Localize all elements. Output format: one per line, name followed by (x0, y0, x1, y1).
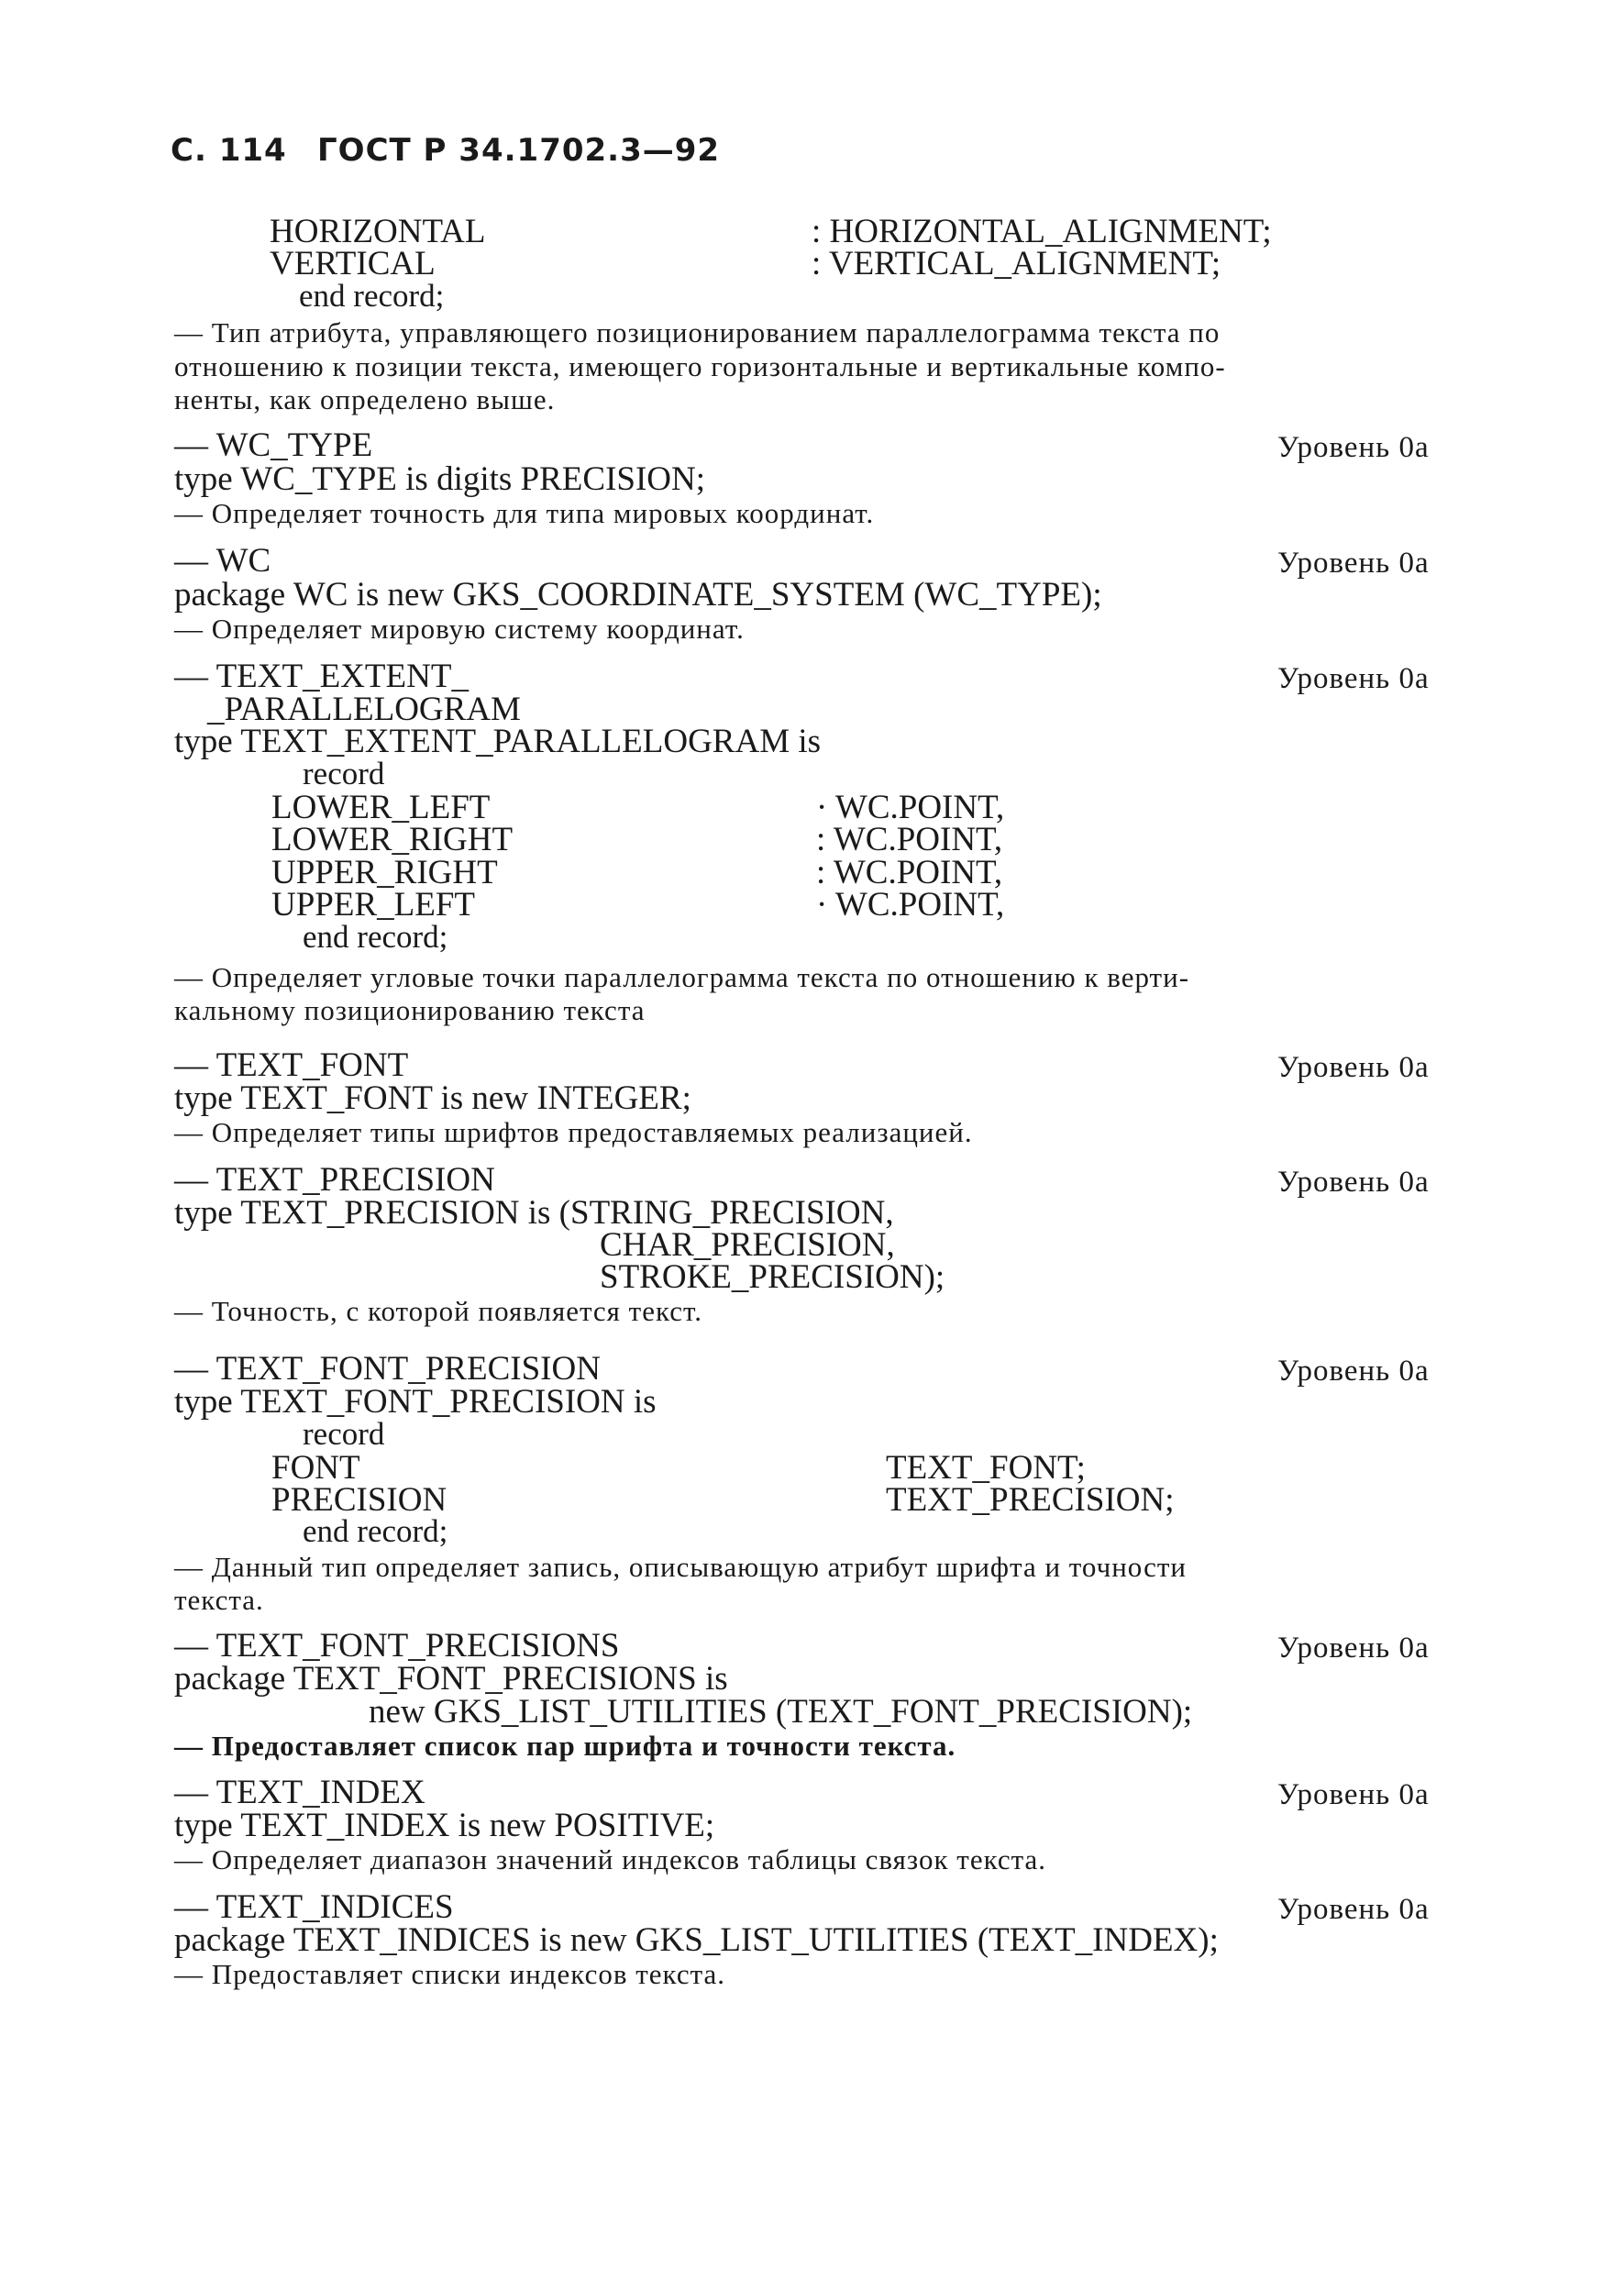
description-line: ненты, как определено выше. (174, 383, 556, 415)
entry-title: — TEXT_PRECISION (174, 1161, 495, 1199)
record-field: UPPER_LEFT (271, 886, 476, 924)
entry-title: — TEXT_FONT (174, 1046, 409, 1084)
entry-title: — TEXT_INDICES (174, 1888, 454, 1926)
record-field: LOWER_LEFT (271, 789, 491, 826)
record-field-type: : WC.POINT, (816, 821, 1003, 858)
record-end: end record; (303, 919, 448, 955)
code-line: type TEXT_INDEX is new POSITIVE; (174, 1807, 715, 1844)
description-line: — Данный тип определяет запись, описывающую атрибут шрифта и точности (174, 1551, 1187, 1583)
record-end: end record; (299, 278, 445, 314)
code-line: STROKE_PRECISION); (600, 1258, 945, 1296)
record-field: VERTICAL (270, 245, 436, 282)
level-label: Уровень 0а (1277, 1355, 1430, 1388)
page-number: С. 114 (171, 132, 287, 169)
entry-title: — TEXT_FONT_PRECISION (174, 1350, 601, 1388)
record-field: UPPER_RIGHT (271, 854, 498, 891)
record-field-type: TEXT_FONT; (886, 1449, 1086, 1487)
record-field: LOWER_RIGHT (271, 821, 514, 858)
code-line: package TEXT_INDICES is new GKS_LIST_UTILITIES (TEXT_INDEX); (174, 1921, 1219, 1959)
record-field-type: · WC.POINT, (816, 789, 1005, 826)
entry-title: — TEXT_INDEX (174, 1774, 425, 1811)
record-end: end record; (303, 1513, 448, 1549)
description-line: — Определяет точность для типа мировых координат. (174, 497, 875, 529)
record-field-type: : WC.POINT, (816, 854, 1003, 891)
level-label: Уровень 0а (1277, 431, 1430, 464)
description-line: — Предоставляет список пар шрифта и точности текста. (174, 1730, 956, 1762)
code-line: package WC is new GKS_COORDINATE_SYSTEM (WC_TYPE); (174, 576, 1102, 614)
code-line: type TEXT_PRECISION is (STRING_PRECISION, (174, 1194, 894, 1232)
code-line: type TEXT_FONT_PRECISION is (174, 1383, 657, 1421)
entry-title: — WC (174, 542, 271, 580)
description-line: — Предоставляет списки индексов текста. (174, 1958, 726, 1990)
record-field-type: · WC.POINT, (816, 886, 1005, 924)
record-field-type: TEXT_PRECISION; (886, 1481, 1175, 1519)
description-line: — Тип атрибута, управляющего позиционированием параллелограмма текста по (174, 316, 1221, 348)
description-line: кальному позиционированию текста (174, 994, 646, 1026)
standard-designation: ГОСТ Р 34.1702.3—92 (317, 132, 721, 169)
code-line: CHAR_PRECISION, (600, 1226, 895, 1264)
level-label: Уровень 0а (1277, 1778, 1430, 1811)
code-line: type TEXT_EXTENT_PARALLELOGRAM is (174, 723, 822, 760)
code-line: package TEXT_FONT_PRECISIONS is (174, 1660, 728, 1698)
level-label: Уровень 0а (1277, 1051, 1430, 1084)
description-line: текста. (174, 1584, 264, 1616)
entry-title: — WC_TYPE (174, 426, 373, 464)
record-field: FONT (271, 1449, 360, 1487)
code-line: new GKS_LIST_UTILITIES (TEXT_FONT_PRECISION); (369, 1693, 1193, 1731)
description-line: — Определяет диапазон значений индексов таблицы связок текста. (174, 1843, 1047, 1875)
record-field-type: : VERTICAL_ALIGNMENT; (812, 245, 1221, 282)
entry-title-continuation: _PARALLELOGRAM (207, 691, 521, 728)
level-label: Уровень 0а (1277, 1166, 1430, 1199)
level-label: Уровень 0а (1277, 547, 1430, 580)
description-line: — Определяет типы шрифтов предоставляемых реализацией. (174, 1116, 973, 1148)
description-line: — Определяет мировую систему координат. (174, 613, 745, 645)
level-label: Уровень 0а (1277, 1632, 1430, 1665)
record-field-type: : HORIZONTAL_ALIGNMENT; (812, 213, 1272, 250)
description-line: отношению к позиции текста, имеющего горизонтальные и вертикальные компо- (174, 350, 1226, 382)
description-line: — Определяет угловые точки параллелограмма текста по отношению к верти- (174, 961, 1190, 993)
record-field: HORIZONTAL (270, 213, 486, 250)
entry-title: — TEXT_EXTENT_ (174, 658, 469, 695)
code-line: record (303, 1416, 385, 1452)
code-line: type WC_TYPE is digits PRECISION; (174, 460, 706, 498)
description-line: — Точность, с которой появляется текст. (174, 1295, 703, 1327)
level-label: Уровень 0а (1277, 1893, 1430, 1926)
code-line: record (303, 756, 385, 791)
record-field: PRECISION (271, 1481, 447, 1519)
entry-title: — TEXT_FONT_PRECISIONS (174, 1627, 620, 1665)
code-line: type TEXT_FONT is new INTEGER; (174, 1079, 691, 1117)
level-label: Уровень 0а (1277, 662, 1430, 695)
